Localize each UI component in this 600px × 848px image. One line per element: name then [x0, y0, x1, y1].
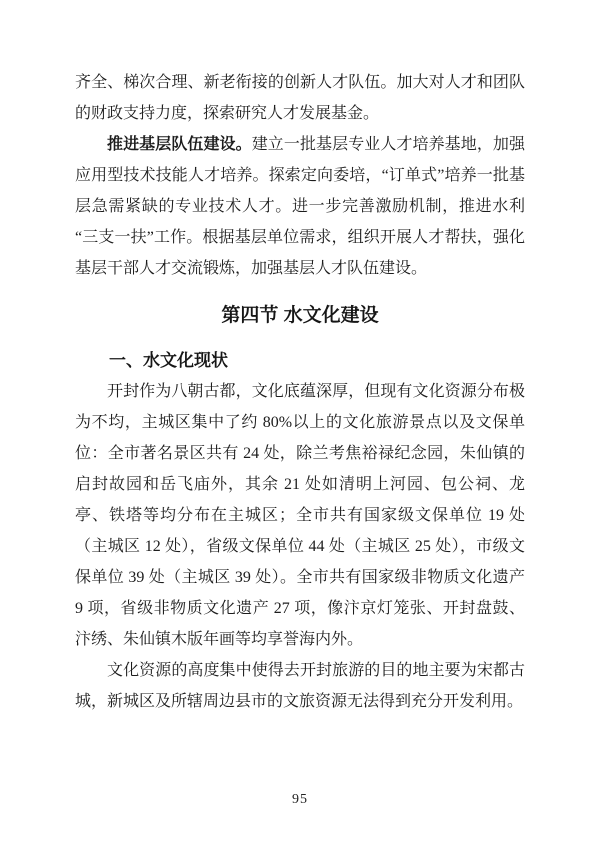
body-paragraph-culture-concentration: 文化资源的高度集中使得去开封旅游的目的地主要为宋都古城，新城区及所辖周边县市的文旅资源无法得到充分开发利用。	[75, 662, 525, 710]
paragraph-bold-lead: 推进基层队伍建设。	[107, 136, 252, 153]
page-number: 95	[292, 792, 308, 807]
body-paragraph-grassroots-team	[75, 129, 525, 284]
body-paragraph-culture-status: 开封作为八朝古都，文化底蕴深厚，但现有文化资源分布极为不均，主城区集中了约 80%以上的文化旅游景点以及文保单位：全市著名景区共有 24 处，除兰考焦裕禄纪念园，朱仙镇的启封故园和岳飞庙外，其余 21 处如清明上河园、包公祠、龙亭、铁塔等均分布在主城区；全市共有国家级文保单位 19 处（主城区 12 处），省级文保单位 44 处（主城区 25 处），市级文保单位 39 处（主城区 39 处）。全市共有国家级非物质文化遗产 9 项，省级非物质文化遗产 27 项，像汴京灯笼张、开封盘鼓、汴绣、朱仙镇木版年画等均享誉海内外。	[75, 383, 525, 648]
body-paragraph-continued: 齐全、梯次合理、新老衔接的创新人才队伍。加大对人才和团队的财政支持力度，探索研究人才发展基金。	[75, 74, 525, 122]
section-heading: 第四节 水文化建设	[221, 305, 379, 326]
text-block	[75, 67, 525, 717]
subsection-heading: 一、水文化现状	[109, 351, 228, 370]
paragraph-text: 建立一批基层专业人才培养基地，加强应用型技术技能人才培养。探索定向委培，“订单式”培养一批基层急需紧缺的专业技术人才。进一步完善激励机制，推进水利“三支一扶”工作。根据基层单位需求，组织开展人才帮扶，强化基层干部人才交流锻炼，加强基层人才队伍建设。	[75, 136, 525, 277]
